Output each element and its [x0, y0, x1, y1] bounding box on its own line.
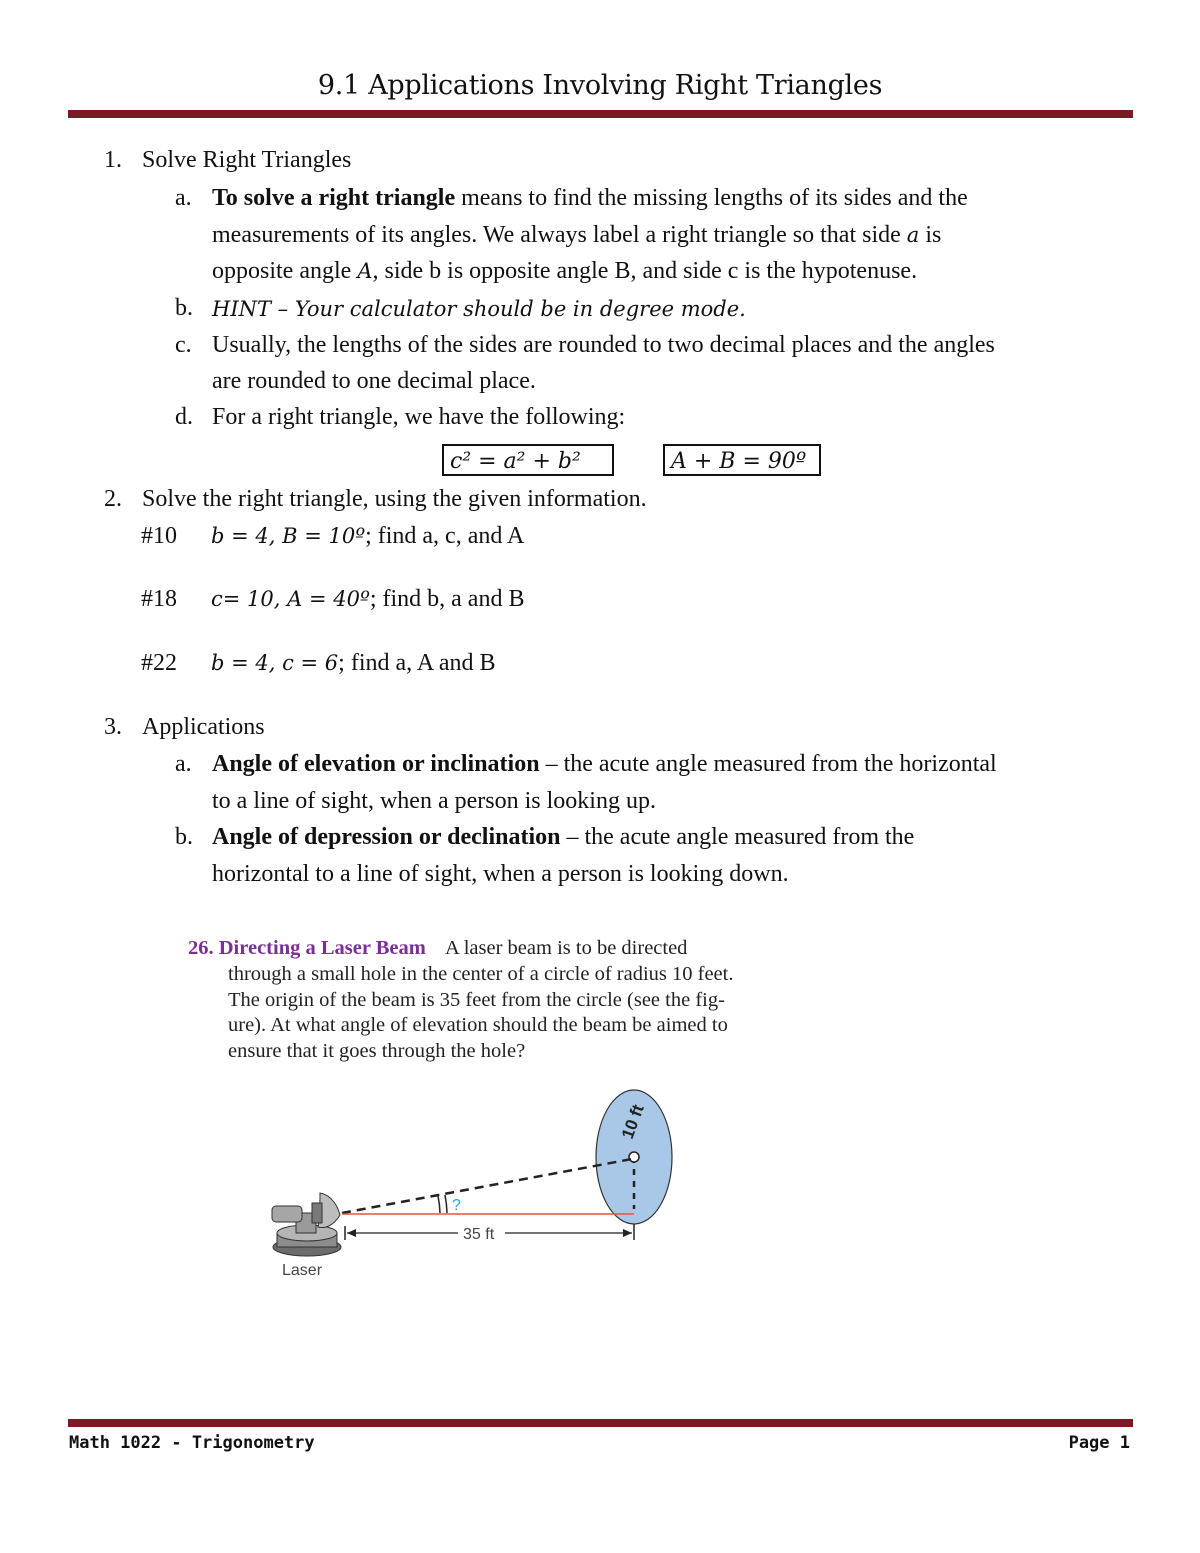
section1-b-letter: b. — [175, 295, 193, 321]
section1-a-line2-text: measurements of its angles. We always label a right triangle so that side — [212, 222, 907, 248]
section1-a-letter: a. — [175, 185, 192, 211]
var-A: A — [357, 259, 373, 283]
arrow-left-icon — [347, 1229, 356, 1237]
header-rule — [68, 110, 1133, 118]
section3-item — [104, 712, 265, 742]
section2-number: 2. — [104, 486, 122, 512]
problem26-title: Directing a Laser Beam — [218, 937, 426, 959]
problem26-line: The origin of the beam is 35 feet from the circle (see the fig- — [228, 989, 725, 1011]
section1-a-bold-term: To solve a right triangle — [212, 185, 456, 211]
section3-b-letter: b. — [175, 824, 193, 850]
distance-label: 35 ft — [463, 1226, 495, 1243]
angle-sum-formula-box — [663, 444, 821, 476]
problem-id: #22 — [141, 650, 177, 676]
section3-b-line1 — [175, 822, 915, 852]
section1-item — [104, 145, 352, 175]
problem-given: b = 4, c = 6 — [211, 651, 339, 675]
section3-number: 3. — [104, 714, 122, 740]
section1-b — [175, 293, 746, 323]
problem-find: ; find a, c, and A — [365, 523, 525, 549]
section1-a-line1 — [175, 183, 968, 213]
problem26-heading — [188, 935, 687, 961]
section2-heading: Solve the right triangle, using the given information. — [142, 486, 647, 512]
section3-b-line2: horizontal to a line of sight, when a person is looking down. — [212, 861, 789, 887]
elevation-definition: – the acute angle measured from the horizontal — [539, 751, 997, 777]
problem26-line: ensure that it goes through the hole? — [228, 1040, 526, 1062]
pythagorean-formula-box — [442, 444, 614, 476]
section2-item — [104, 484, 647, 514]
section1-a-line2 — [212, 220, 941, 250]
section1-c-text: Usually, the lengths of the sides are rounded to two decimal places and the angles — [212, 332, 995, 358]
depression-definition: – the acute angle measured from the — [560, 824, 915, 850]
pythagorean-formula: c² = a² + b² — [450, 449, 581, 474]
radius-label: 10 ft — [617, 1102, 648, 1142]
section1-c-line2: are rounded to one decimal place. — [212, 368, 536, 394]
arrow-right-icon — [623, 1229, 632, 1237]
problem-row — [141, 584, 525, 614]
var-a: a — [906, 223, 920, 247]
angle-sum-formula: A + B = 90º — [671, 449, 807, 474]
depression-term: Angle of depression or declination — [212, 824, 561, 850]
section1-a-line3 — [212, 256, 917, 286]
problem-find: ; find b, a and B — [369, 586, 525, 612]
section1-a-text: means to find the missing lengths of its sides and the — [455, 185, 968, 211]
section1-a-line2-end: is — [919, 222, 942, 248]
problem26-line: A laser beam is to be directed — [444, 937, 688, 959]
angle-label: ? — [452, 1197, 461, 1214]
section1-d-text: For a right triangle, we have the following: — [212, 404, 626, 430]
problem-row — [141, 648, 496, 678]
angle-arc — [438, 1196, 440, 1213]
problem-row — [141, 521, 525, 551]
section3-a-letter: a. — [175, 751, 192, 777]
section3-a-line1 — [175, 749, 997, 779]
problem-given: c= 10, A = 40º — [211, 587, 370, 611]
section1-c-line1 — [175, 330, 995, 360]
beam-line — [342, 1159, 632, 1213]
section1-a-line3-end: , side b is opposite angle B, and side c is the hypotenuse. — [372, 258, 918, 284]
problem-id: #10 — [141, 523, 177, 549]
section1-number: 1. — [104, 147, 122, 173]
section1-d — [175, 402, 626, 432]
problem-id: #18 — [141, 586, 177, 612]
section3-heading: Applications — [142, 714, 265, 740]
problem26-line: ure). At what angle of elevation should the beam be aimed to — [228, 1014, 728, 1036]
laser-label: Laser — [282, 1262, 323, 1279]
problem-given: b = 4, B = 10º — [211, 524, 366, 548]
laser-figure — [260, 1085, 700, 1285]
section1-c-letter: c. — [175, 332, 192, 358]
section3-a-line2: to a line of sight, when a person is looking up. — [212, 788, 656, 814]
footer-course: Math 1022 - Trigonometry — [69, 1433, 315, 1453]
page-title: 9.1 Applications Involving Right Triangles — [317, 70, 883, 101]
elevation-term: Angle of elevation or inclination — [212, 751, 540, 777]
angle-arc — [445, 1195, 447, 1213]
hint-text: HINT – Your calculator should be in degree mode. — [212, 297, 746, 321]
footer-rule — [68, 1419, 1133, 1427]
problem26-number: 26. — [188, 937, 214, 959]
section1-a-line3-pre: opposite angle — [212, 258, 358, 284]
laser-device-icon — [272, 1193, 341, 1256]
footer-page-number: Page 1 — [1068, 1433, 1130, 1453]
section1-d-letter: d. — [175, 404, 193, 430]
problem-find: ; find a, A and B — [338, 650, 496, 676]
problem26-line: through a small hole in the center of a circle of radius 10 feet. — [228, 963, 734, 985]
section1-heading: Solve Right Triangles — [142, 147, 352, 173]
